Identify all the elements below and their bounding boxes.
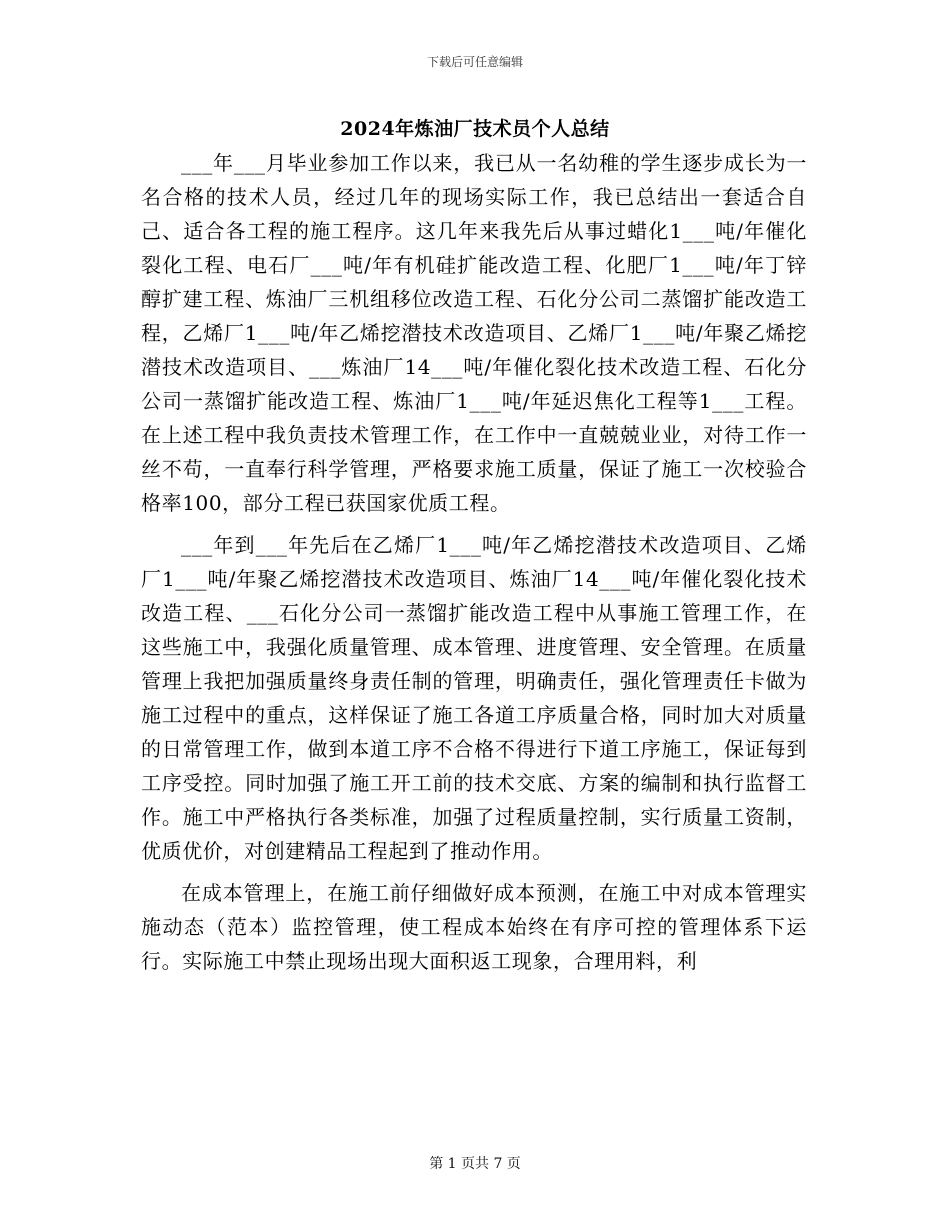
body-paragraph-3: 在成本管理上，在施工前仔细做好成本预测，在施工中对成本管理实施动态（范本）监控管理，使工程成本始终在有序可控的管理体系下运行。实际施工中禁止现场出现大面积返工现象，合理用料，利 <box>141 881 807 973</box>
body-paragraph-2: ___年到___年先后在乙烯厂1___吨/年乙烯挖潜技术改造项目、乙烯厂1___吨/年聚乙烯挖潜技术改造项目、炼油厂14___吨/年催化裂化技术改造工程、___石化分公司一蒸馏扩能改造工程中从事施工管理工作，在这些施工中，我强化质量管理、成本管理、进度管理、安全管理。在质量管理上我把加强质量终身责任制的管理，明确责任，强化管理责任卡做为施工过程中的重点，这样保证了施工各道工序质量合格，同时加大对质量的日常管理工作，做到本道工序不合格不得进行下道工序施工，保证每到工序受控。同时加强了施工开工前的技术交底、方案的编制和执行监督工作。施工中严格执行各类标准，加强了过程质量控制，实行质量工资制，优质优价，对创建精品工程起到了推动作用。 <box>141 533 807 863</box>
document-title: 2024年炼油厂技术员个人总结 <box>340 118 610 140</box>
body-paragraph-1: ___年___月毕业参加工作以来，我已从一名幼稚的学生逐步成长为一名合格的技术人员，经过几年的现场实际工作，我已总结出一套适合自己、适合各工程的施工程序。这几年来我先后从事过蜡化1___吨/年催化裂化工程、电石厂___吨/年有机硅扩能改造工程、化肥厂1___吨/年丁锌醇扩建工程、炼油厂三机组移位改造工程、石化分公司二蒸馏扩能改造工程，乙烯厂1___吨/年乙烯挖潜技术改造项目、乙烯厂1___吨/年聚乙烯挖潜技术改造项目、___炼油厂14___吨/年催化裂化技术改造工程、石化分公司一蒸馏扩能改造工程、炼油厂1___吨/年延迟焦化工程等1___工程。在上述工程中我负责技术管理工作，在工作中一直兢兢业业，对待工作一丝不苟，一直奉行科学管理，严格要求施工质量，保证了施工一次校验合格率100，部分工程已获国家优质工程。 <box>141 151 807 515</box>
document-body <box>141 146 807 978</box>
page-header: 下载后可任意编辑 <box>426 55 523 69</box>
page-number: 第 1 页共 7 页 <box>429 1156 521 1172</box>
